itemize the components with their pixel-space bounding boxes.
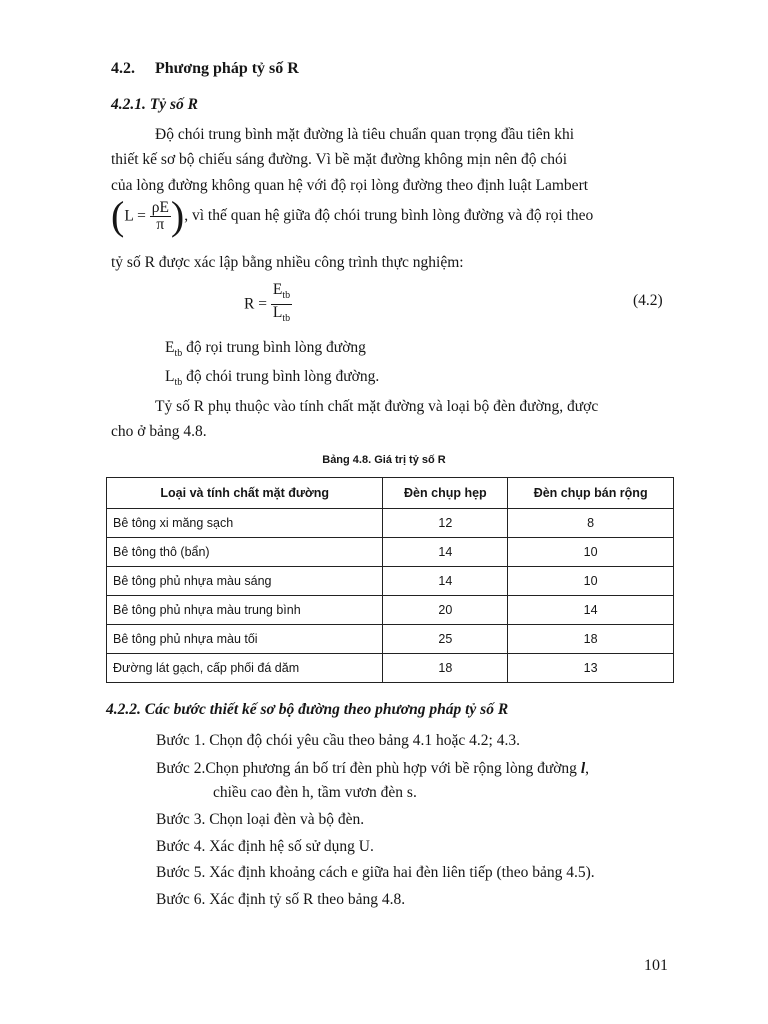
table-cell: 14 [383,567,508,596]
formula-den-sub: tb [282,313,291,325]
table-cell: 8 [508,509,674,538]
intro-line-4-tail: , vì thế quan hệ giữa độ chói trung bình lòng đường và độ rọi theo [184,207,594,224]
table-row [107,625,674,654]
lambert-lhs: L = [124,207,146,224]
left-paren: ( [111,193,125,238]
subsection-heading-1: 4.2.1. Tỷ số R [111,96,198,113]
def-e-sub: tb [174,348,183,360]
formula-label: (4.2) [633,292,663,309]
table-r-values [106,477,674,683]
table-cell: Bê tông phủ nhựa màu tối [107,625,383,654]
formula-den-main: L [272,304,283,322]
step-2-comma: , [585,760,589,777]
formula-num-main: E [272,281,283,298]
step-2-width-symbol: l [580,760,586,777]
lambert-denominator: π [156,215,165,233]
definition-e [165,339,366,359]
step-2 [156,760,589,778]
table-row [107,509,674,538]
formula-num-sub: tb [282,290,291,302]
table-cell: 10 [508,567,674,596]
def-e-symbol: E [165,339,175,356]
lambert-fraction [150,200,171,233]
intro-line-5: tỷ số R được xác lập bằng nhiều công trình thực nghiệm: [111,254,464,271]
section-title: Phương pháp tỷ số R [155,60,299,77]
table-header-row [107,478,674,509]
lambert-numerator: ρE [151,198,169,216]
table-cell: Bê tông phủ nhựa màu sáng [107,567,383,596]
right-paren: ) [170,193,185,238]
intro-line-3: của lòng đường không quan hệ với độ rọi lòng đường theo định luật Lambert [111,177,589,194]
formula-r [244,282,292,327]
table-cell: 13 [508,654,674,683]
step-6: Bước 6. Xác định tỷ số R theo bảng 4.8. [156,891,406,908]
section-heading [111,60,299,78]
formula-numerator [271,282,292,305]
table-cell: 18 [383,654,508,683]
intro-line-2: thiết kế sơ bộ chiếu sáng đường. Vì bề mặt đường không mịn nên độ chói [111,151,568,168]
formula-denominator [271,305,292,327]
formula-fraction [271,282,292,327]
step-4: Bước 4. Xác định hệ số sử dụng U. [156,838,374,855]
table-cell: Bê tông xi măng sạch [107,509,383,538]
table-cell: 14 [508,596,674,625]
def-l-sub: tb [174,377,183,389]
para2-line-2: cho ở bảng 4.8. [111,423,207,440]
subsection-heading-2: 4.2.2. Các bước thiết kế sơ bộ đường theo phương pháp tỷ số R [106,701,509,718]
def-e-text: độ rọi trung bình lòng đường [182,339,366,356]
table-cell: 14 [383,538,508,567]
table-cell: 10 [508,538,674,567]
step-5: Bước 5. Xác định khoảng cách e giữa hai đèn liên tiếp (theo bảng 4.5). [156,864,595,881]
table-cell: 18 [508,625,674,654]
table-row [107,567,674,596]
table-cell: Bê tông phủ nhựa màu trung bình [107,596,383,625]
section-number: 4.2. [111,60,135,77]
table-row [107,538,674,567]
intro-line-1: Độ chói trung bình mặt đường là tiêu chuẩn quan trọng đầu tiên khi [155,126,575,143]
page-number: 101 [644,957,668,974]
table-row [107,596,674,625]
def-l-text: độ chói trung bình lòng đường. [182,368,380,385]
table-header-narrow: Đèn chụp hẹp [383,478,508,509]
table-row [107,654,674,683]
formula-lhs: R = [244,295,267,313]
step-2-continued: chiều cao đèn h, tầm vươn đèn s. [213,784,417,801]
definition-l [165,368,379,388]
table-cell: Bê tông thô (bẩn) [107,538,383,567]
table-cell: Đường lát gạch, cấp phối đá dăm [107,654,383,683]
lambert-formula [124,200,171,233]
table-cell: 25 [383,625,508,654]
table-header-surface: Loại và tính chất mặt đường [107,478,383,509]
step-2-text: Bước 2.Chọn phương án bố trí đèn phù hợp với bề rộng lòng đường [156,760,581,777]
para2-line-1: Tỷ số R phụ thuộc vào tính chất mặt đường và loại bộ đèn đường, được [155,398,599,415]
table-caption: Bảng 4.8. Giá trị tỷ số R [322,454,446,466]
table-header-semi-wide: Đèn chụp bán rộng [508,478,674,509]
step-1: Bước 1. Chọn độ chói yêu cầu theo bảng 4.1 hoặc 4.2; 4.3. [156,732,520,749]
table-cell: 20 [383,596,508,625]
def-l-symbol: L [165,368,175,385]
step-3: Bước 3. Chọn loại đèn và bộ đèn. [156,811,365,828]
table-cell: 12 [383,509,508,538]
intro-line-4 [111,193,594,238]
